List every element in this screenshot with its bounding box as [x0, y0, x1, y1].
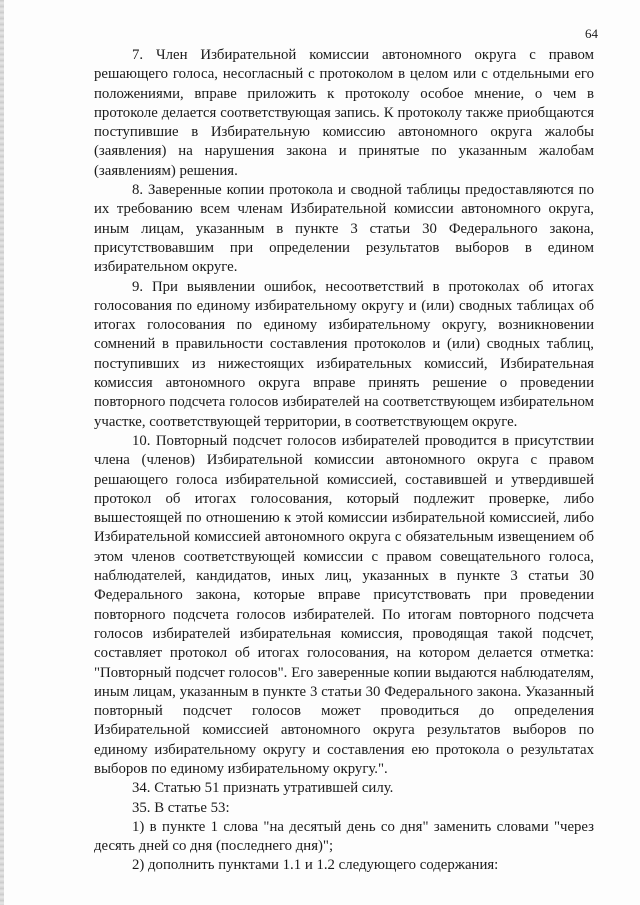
paragraph-8: 8. Заверенные копии протокола и сводной таблицы предоставляются по их требованию всем членам Избирательной комиссии автономного округа, иным лицам, указанным в пункте 3 статьи 30 Федерального закона, присутствовавшим при определении результатов выборов в едином избирательном округе. — [94, 182, 594, 276]
item-35: 35. В статье 53: — [132, 799, 230, 816]
paragraph-10: 10. Повторный подсчет голосов избирателей проводится в присутствии члена (членов) Избирательной комиссии автономного округа с правом решающего голоса избирательной комиссией, составившей и утвердившей протокол об итогах голосования, который подлежит проверке, либо вышестоящей по отношению к этой комиссии избирательной комиссией, либо Избирательной комиссией автономного округа с обязательным извещением об этом членов соответствующей комиссии с правом совещательного голоса, наблюдателей, кандидатов, иных лиц, указанных в пункте 3 статьи 30 Федерального закона, которые вправе присутствовать при проведении повторного подсчета голосов избирателей. По итогам повторного подсчета голосов избирателей избирательная комиссия, проводящая такой подсчет, составляет протокол об итогах голосования, на котором делается отметка: "Повторный подсчет голосов". Его заверенные копии выдаются наблюдателям, иным лицам, указанным в пункте 3 статьи 30 Федерального закона. Указанный повторный подсчет голосов может проводиться до определения Избирательной комиссией автономного округа результатов выборов по единому избирательному округу и составления ею протокола о результатах выборов по единому избирательному округу.". — [94, 432, 594, 777]
paragraph-7: 7. Член Избирательной комиссии автономного округа с правом решающего голоса, несогласный с протоколом в целом или с отдельными его положениями, вправе приложить к протоколу особое мнение, о чем в протоколе делается соответствующая запись. К протоколу также приобщаются поступившие в Избирательную комиссию автономного округа жалобы (заявления) на нарушения закона и принятые по указанным жалобам (заявлениям) решения. — [94, 47, 594, 179]
paragraph-9: 9. При выявлении ошибок, несоответствий в протоколах об итогах голосования по единому избирательному округу и (или) сводных таблицах об итогах голосования по единому избирательному округу, возникновении сомнений в правильности составления протоколов и (или) сводных таблиц, поступивших из нижестоящих избирательных комиссий, Избирательная комиссия автономного округа вправе принять решение о проведении повторного подсчета голосов избирателей на соответствующем избирательном участке, соответствующей территории, в соответствующем округе. — [94, 278, 594, 430]
item-34: 34. Статью 51 признать утратившей силу. — [132, 780, 394, 797]
scan-edge — [0, 0, 4, 905]
subitem-2: 2) дополнить пунктами 1.1 и 1.2 следующего содержания: — [132, 857, 499, 874]
page-number: 64 — [585, 26, 598, 41]
subitem-1: 1) в пункте 1 слова "на десятый день со дня" заменить словами "через десять дней со дня (последнего дня)"; — [94, 818, 594, 855]
document-body — [94, 46, 594, 876]
